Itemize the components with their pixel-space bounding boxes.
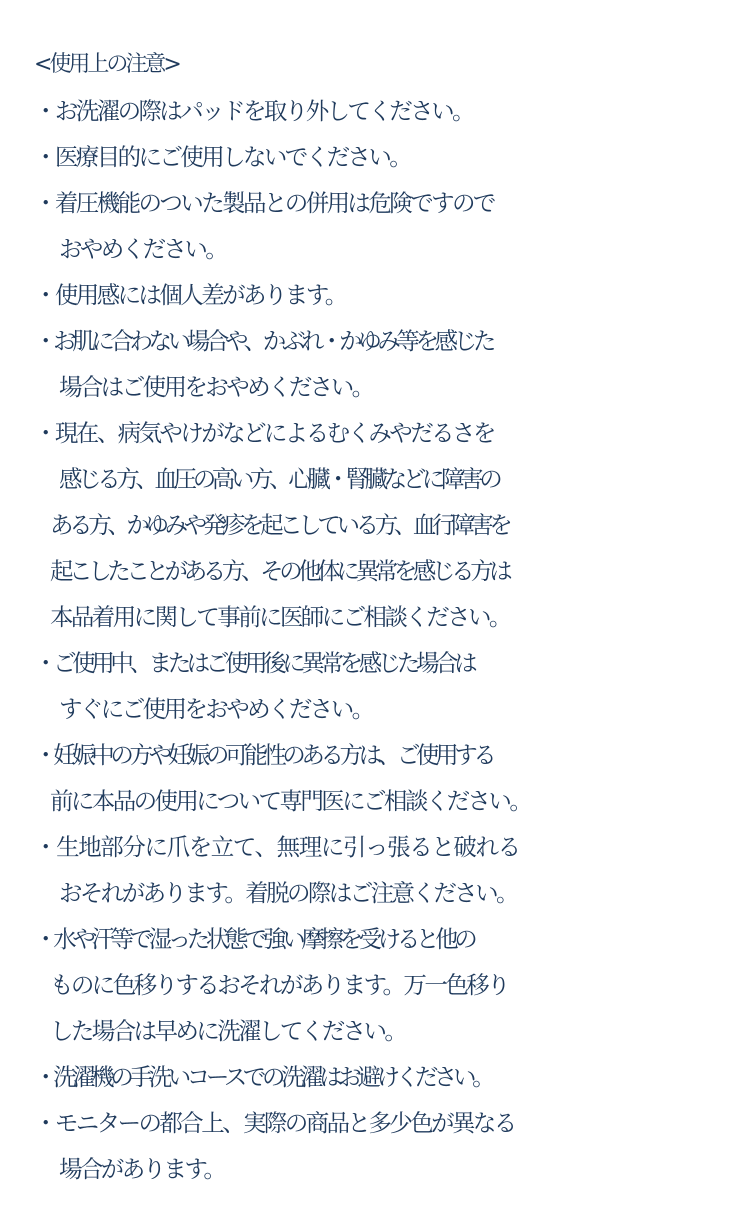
precaution-item-skin-reaction-cont: 場合はご使用をおやめください。 (59, 373, 373, 401)
precaution-item-fabric-tear-cont: おそれがあります。着脱の際はご注意ください。 (59, 879, 517, 907)
precaution-item-abnormality-during-use-cont: すぐにご使用をおやめください。 (59, 695, 373, 723)
precaution-item-individual-feel: ・使用感には個人差があります。 (34, 281, 346, 309)
precaution-item-monitor-color: ・モニターの都合上、実際の商品と多少色が異なる (34, 1109, 515, 1137)
precaution-item-color-transfer-cont-2: した場合は早めに洗濯してください。 (50, 1017, 406, 1045)
precaution-item-machine-wash: ・洗濯機の手洗いコースでの洗濯はお避けください。 (34, 1063, 492, 1091)
precaution-item-skin-reaction: ・お肌に合わない場合や、かぶれ・かゆみ等を感じた (34, 327, 492, 355)
precaution-item-health-conditions-cont-3: 起こしたことがある方、その他体に異常を感じる方は (50, 557, 509, 585)
precaution-item-color-transfer-cont-1: ものに色移りするおそれがあります。万一色移り (50, 971, 508, 999)
precaution-item-pregnancy: ・妊娠中の方や妊娠の可能性のある方は、ご使用する (34, 741, 493, 769)
precaution-item-health-conditions-cont-1: 感じる方、血圧の高い方、心臓・腎臓などに障害の (59, 465, 499, 493)
precaution-item-monitor-color-cont: 場合があります。 (59, 1155, 225, 1183)
precaution-item-not-medical: ・医療目的にご使用しないでください。 (34, 143, 411, 171)
notice-heading: <使用上の注意> (34, 52, 179, 77)
precaution-item-laundry-pads: ・お洗濯の際はパッドを取り外してください。 (34, 97, 473, 125)
precaution-item-abnormality-during-use: ・ご使用中、またはご使用後に異常を感じた場合は (34, 649, 474, 677)
precaution-item-pregnancy-cont: 前に本品の使用について専門医にご相談ください。 (50, 787, 531, 815)
precaution-item-color-transfer: ・水や汗等で湿った状態で強い摩擦を受けると他の (34, 925, 474, 953)
precaution-item-compression-products: ・着圧機能のついた製品との併用は危険ですので (34, 189, 494, 217)
precaution-item-health-conditions: ・現在、病気やけがなどによるむくみやだるさを (34, 419, 494, 447)
precaution-item-compression-products-cont: おやめください。 (59, 235, 227, 263)
precaution-item-health-conditions-cont-4: 本品着用に関して事前に医師にご相談ください。 (50, 603, 510, 631)
precaution-item-fabric-tear: ・生地部分に爪を立て、無理に引っ張ると破れる (34, 833, 520, 861)
precaution-item-health-conditions-cont-2: ある方、かゆみや発疹を起こしている方、血行障害を (50, 511, 509, 539)
